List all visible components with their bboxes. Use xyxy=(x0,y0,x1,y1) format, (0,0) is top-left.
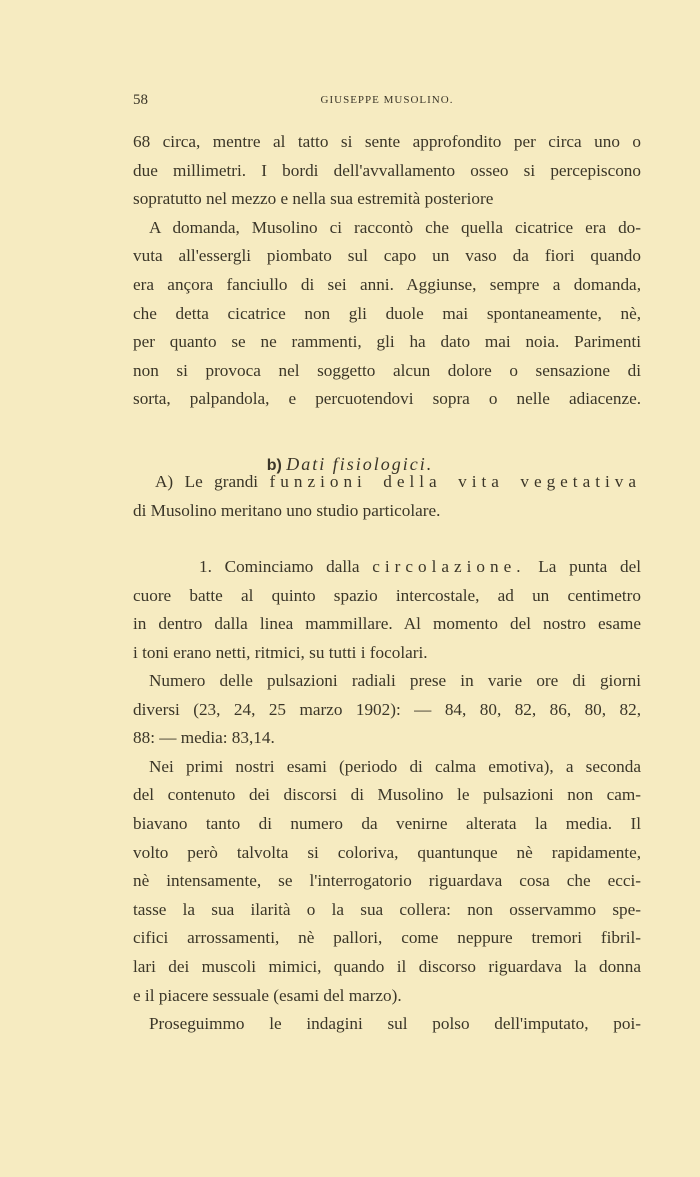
text-line: Numero delle pulsazioni radiali prese in varie ore di giorni xyxy=(149,671,641,690)
text-line: Nei primi nostri esami (periodo di calma emotiva), a seconda xyxy=(149,756,641,776)
spaced-emphasis: funzioni della vita vegetativa xyxy=(269,472,641,491)
text-line: del contenuto dei discorsi di Musolino le pulsazioni non cam- xyxy=(133,785,641,805)
page-number: 58 xyxy=(133,92,148,108)
text-line: volto però talvolta si coloriva, quantunque nè rapidamente, xyxy=(133,842,641,862)
text-span: A) Le grandi xyxy=(155,472,270,491)
text-line: diversi (23, 24, 25 marzo 1902): — 84, 80, 82, 86, 80, 82, xyxy=(133,699,641,719)
page-header xyxy=(133,92,641,112)
text-line: nè intensamente, se l'interrogatorio riguardava cosa che ecci- xyxy=(133,871,641,891)
text-line: era ançora fanciullo di sei anni. Aggiunse, sempre a domanda, xyxy=(133,274,641,294)
text-line xyxy=(133,553,641,582)
text-line: vuta all'essergli piombato sul capo un vaso da fiori quando xyxy=(133,246,641,266)
section-letter: b) xyxy=(266,457,282,474)
text-line: non si provoca nel soggetto alcun dolore o sensazione di xyxy=(133,360,641,380)
text-span: 1. Cominciamo dalla xyxy=(199,557,373,576)
text-line: A domanda, Musolino ci raccontò che quella cicatrice era do- xyxy=(149,217,641,237)
text-line: cuore batte al quinto spazio intercostale, ad un centimetro xyxy=(133,585,641,605)
text-line: i toni erano netti, ritmici, su tutti i focolari. xyxy=(133,642,428,662)
paragraph-1 xyxy=(133,553,641,667)
text-line: 68 circa, mentre al tatto si sente approfondito per circa uno o xyxy=(133,132,641,151)
text-line: sorta, palpandola, e percuotendovi sopra o nelle adiacenze. xyxy=(133,389,641,409)
spaced-emphasis: circolazione. xyxy=(372,557,526,576)
text-span: La punta del xyxy=(525,557,641,576)
text-line: biavano tanto di numero da venirne alterata la media. Il xyxy=(133,813,641,833)
running-head: GIUSEPPE MUSOLINO. xyxy=(320,94,454,106)
text-line: due millimetri. I bordi dell'avvallamento osseo si percepiscono xyxy=(133,160,641,180)
text-line: e il piacere sessuale (esami del marzo). xyxy=(133,985,402,1005)
text-line: cifici arrossamenti, nè pallori, come neppure tremori fibril- xyxy=(133,928,641,948)
text-line: Proseguimmo le indagini sul polso dell'imputato, poi- xyxy=(149,1014,641,1034)
text-line: per quanto se ne rammenti, gli ha dato mai noia. Parimenti xyxy=(133,332,641,352)
text-line: che detta cicatrice non gli duole mai spontaneamente, nè, xyxy=(133,303,641,323)
section-title: Dati fisiologici. xyxy=(286,454,434,474)
text-block-1 xyxy=(133,128,641,414)
text-line: 88: — media: 83,14. xyxy=(133,728,275,748)
text-line xyxy=(133,468,641,497)
text-line: lari dei muscoli mimici, quando il discorso riguardava la donna xyxy=(133,956,641,976)
text-line: sopratutto nel mezzo e nella sua estremità posteriore xyxy=(133,189,494,209)
text-block-2 xyxy=(133,667,641,1039)
text-line: tasse la sua ilarità o la sua collera: non osservammo spe- xyxy=(133,899,641,919)
text-line: di Musolino meritano uno studio particolare. xyxy=(133,500,441,520)
paragraph-a xyxy=(133,468,641,525)
text-line: in dentro dalla linea mammillare. Al momento del nostro esame xyxy=(133,614,641,634)
